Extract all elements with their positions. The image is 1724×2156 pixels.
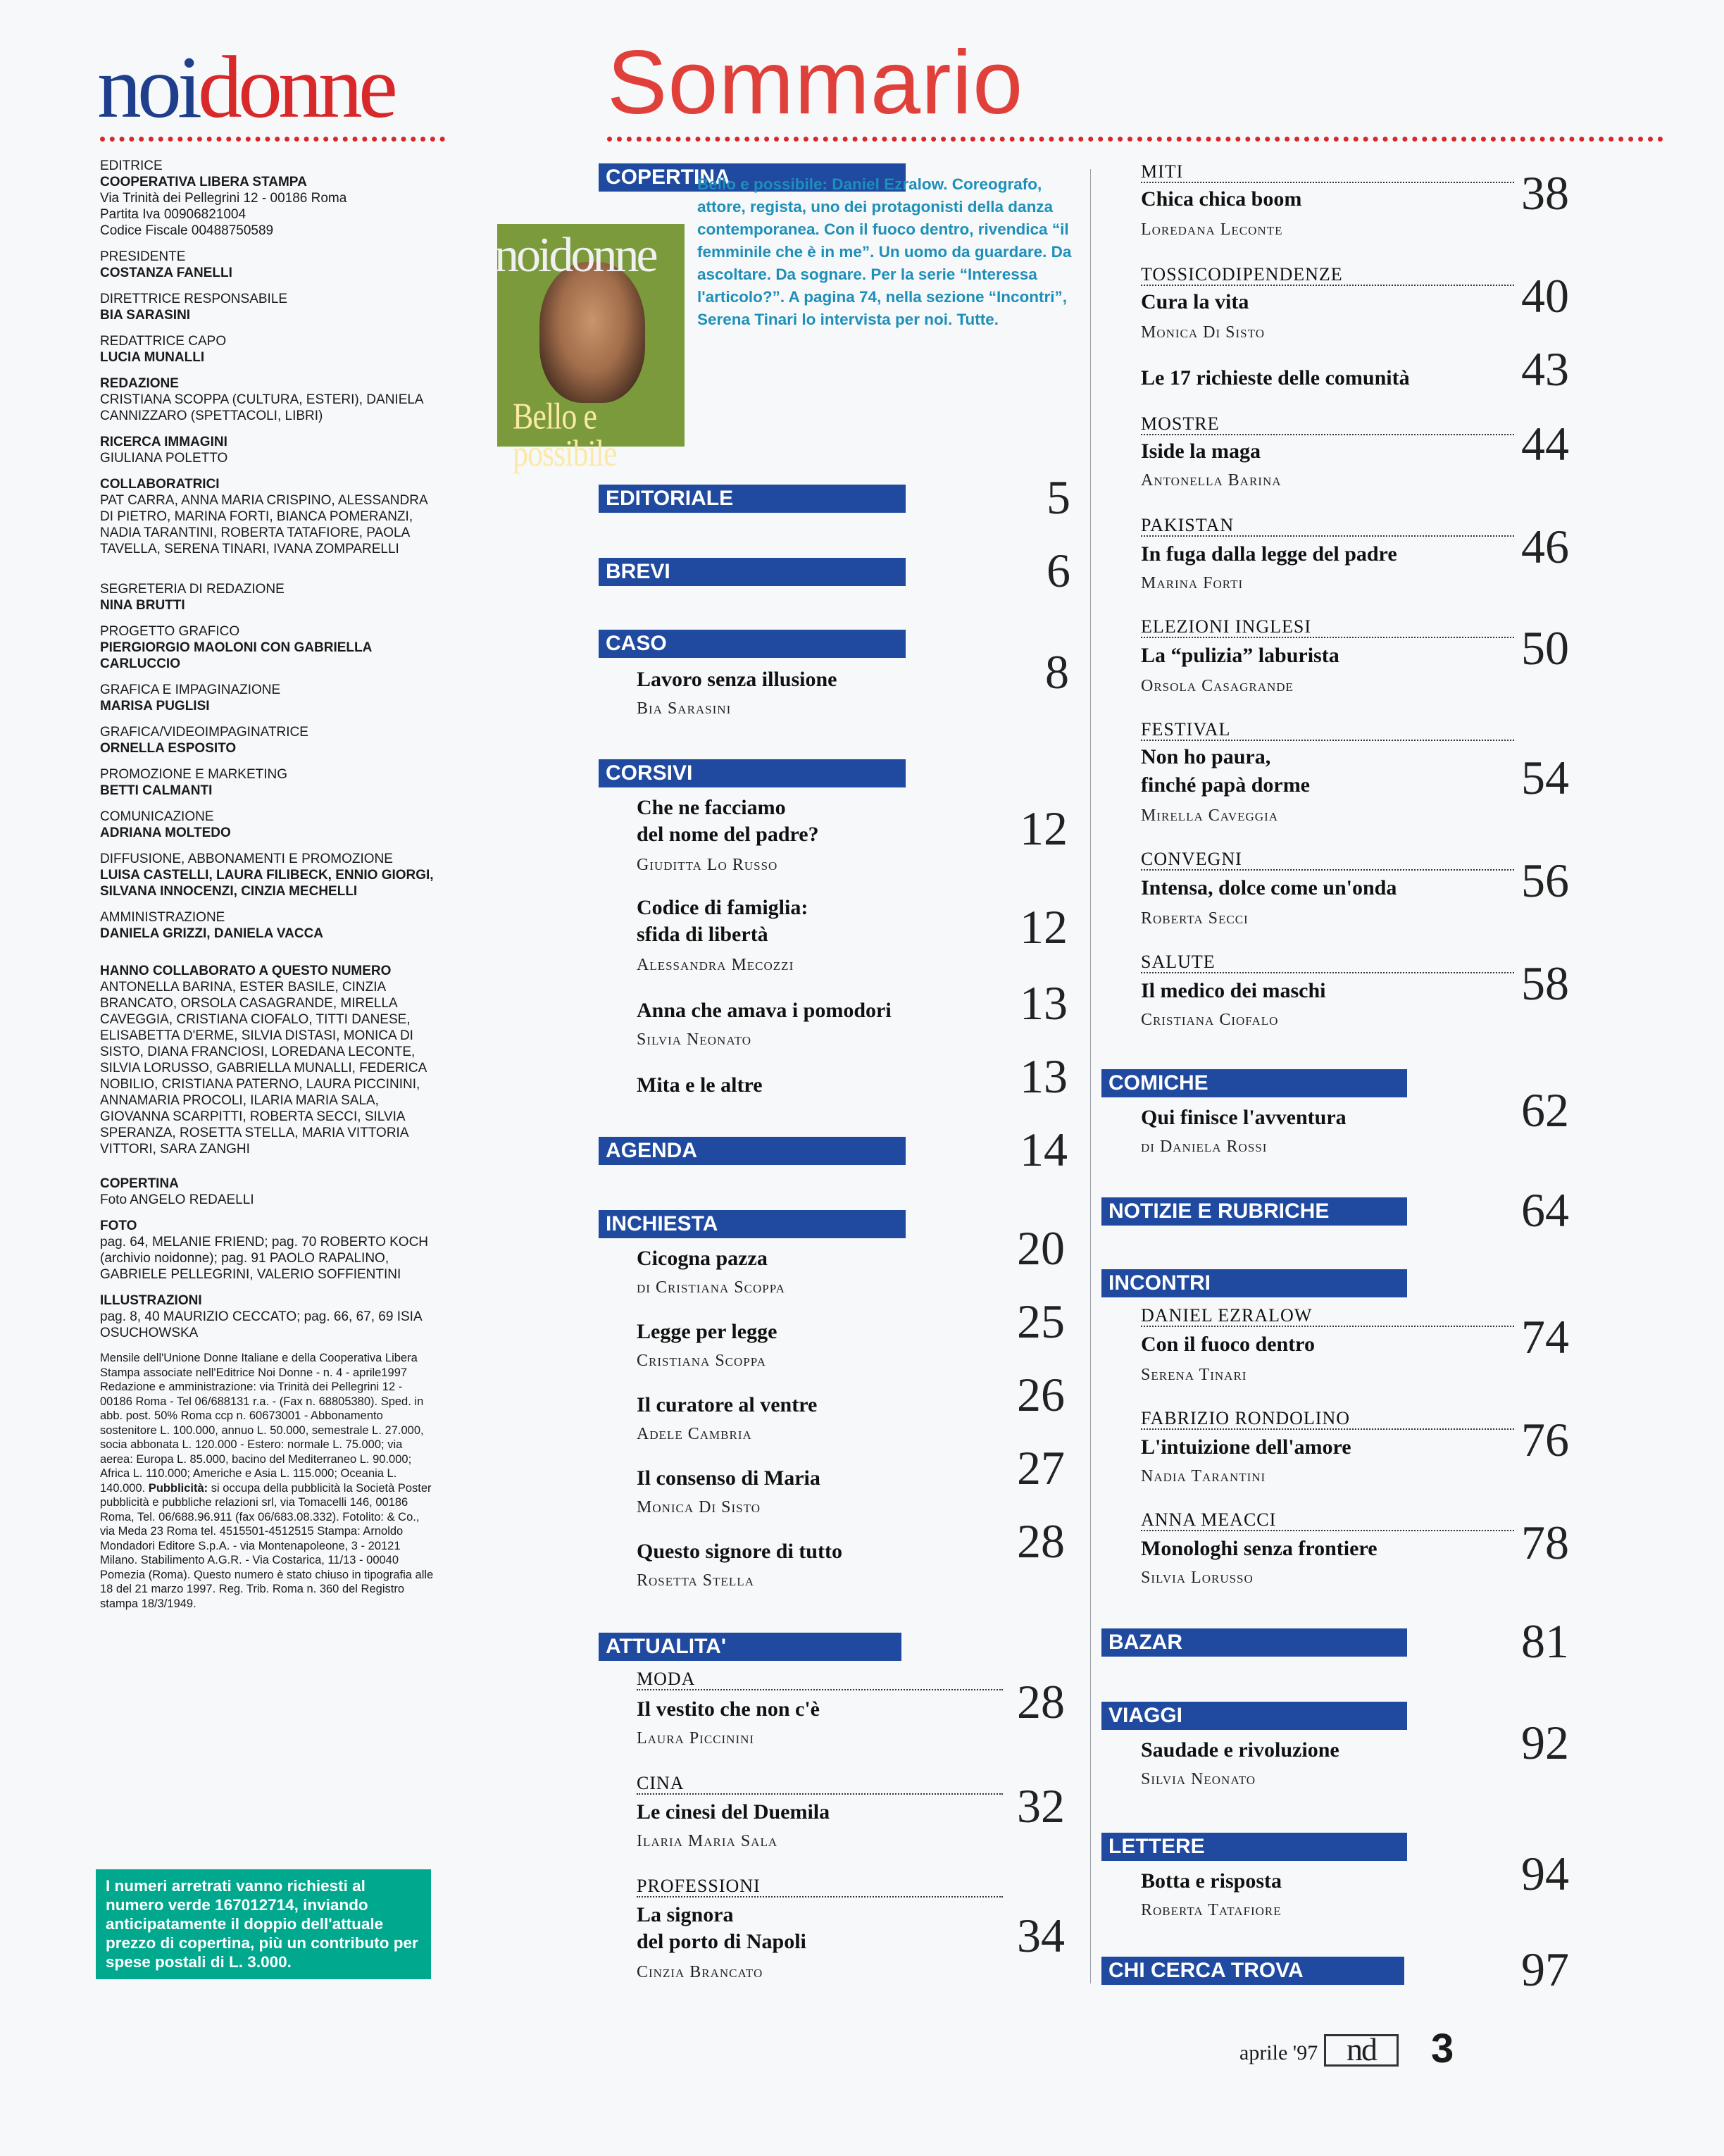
article-author: Nadia Tarantini — [1141, 1467, 1266, 1485]
nd-logo: nd — [1324, 2034, 1399, 2067]
page-number: 74 — [1521, 1310, 1569, 1364]
credit-name: GIULIANA POLETTO — [100, 451, 228, 466]
section-chi-cerca-trova: CHI CERCA TROVA — [1101, 1957, 1404, 1985]
article-title: Questo signore di tutto — [637, 1540, 842, 1563]
masthead-logo — [97, 39, 394, 137]
article-author: Loredana Leconte — [1141, 220, 1283, 239]
article-title: Il consenso di Maria — [637, 1466, 820, 1490]
credit-text: pag. 64, MELANIE FRIEND; pag. 70 ROBERTO KOCH (archivio noidonne); pag. 91 PAOLO RAPALINO, GABRIELE PELLEGRINI, VALERIO SOFFIENTINI — [100, 1235, 429, 1282]
article-title: Con il fuoco dentro — [1141, 1333, 1315, 1356]
legal-body: Mensile dell'Unione Donne Italiane e della Cooperativa Libera Stampa associate nell'Editrice Noi Donne - n. 4 - aprile1997 Redazione e amministrazione: via Trinità dei Pellegrini 12 - 00186 Roma - Tel 06/688131 r.a. - (Fax n. 68805380). Sped. in abb. post. 50% Roma ccp n. 60673001 - Abbonamento sostenitore L. 100.000, annuo L. 50.000, semestrale L. 27.000, socia abbonata L. 120.000 - Estero: normale L. 75.000; via aerea: Europa L. 85.000, bacino del Mediterraneo L. 90.000; Africa L. 110.000; Americhe e Asia L. 115.000; Oceania L. 140.000. — [100, 1352, 424, 1495]
credit-videoimpaginatrice — [100, 724, 437, 756]
article-author: Alessandra Mecozzi — [637, 956, 794, 974]
article-category: CONVEGNI — [1141, 849, 1514, 871]
page-number: 54 — [1521, 751, 1569, 804]
credit-role: GRAFICA E IMPAGINAZIONE — [100, 683, 281, 697]
credit-role: AMMINISTRAZIONE — [100, 910, 225, 925]
article-author: Monica Di Sisto — [1141, 323, 1265, 342]
section-viaggi: VIAGGI — [1101, 1702, 1407, 1730]
article-title: Codice di famiglia: — [637, 896, 808, 919]
article-title: Mita e le altre — [637, 1073, 763, 1097]
credit-name: LUCIA MUNALLI — [100, 350, 205, 365]
article-title-line2: del nome del padre? — [637, 823, 819, 846]
section-caso: CASO — [599, 630, 906, 658]
page-number: 8 — [1045, 645, 1069, 699]
cover-description: Bello e possibile: Daniel Ezralow. Coreografo, attore, regista, uno dei protagonisti della danza contemporanea. Con il fuoco dentro, rivendica “il femminile che è in me”. Un uomo da guardare. Da ascoltare. Da sognare. Per la serie “Interessa l'articolo?”. A pagina 74, nella sezione “Incontri”, Serena Tinari lo intervista per noi. Tutte. — [697, 175, 1072, 328]
page-number: 46 — [1521, 520, 1569, 573]
article-author: Rosetta Stella — [637, 1571, 754, 1590]
page-number: 94 — [1521, 1847, 1569, 1900]
credit-name: CRISTIANA SCOPPA (CULTURA, ESTERI), DANIELA CANNIZZARO (SPETTACOLI, LIBRI) — [100, 392, 423, 423]
section-copertina: COPERTINA — [599, 163, 906, 192]
article-author: Roberta Secci — [1141, 909, 1249, 928]
article-category: DANIEL EZRALOW — [1141, 1306, 1514, 1327]
credit-name: COSTANZA FANELLI — [100, 266, 232, 280]
cover-caption: Bello e possibile — [513, 395, 617, 475]
credit-collaboratrici — [100, 476, 437, 557]
article-category: MOSTRE — [1141, 414, 1514, 435]
page-number: 76 — [1521, 1413, 1569, 1466]
credit-name: ADRIANA MOLTEDO — [100, 825, 231, 840]
legal-pub-body: si occupa della pubblicità la Società Poster pubblicità e pubbliche relazioni srl, via Tomacelli 146, 00186 Roma, Tel. 06/688.96.911 (fax 06/683.08.332). Fotolito: & Co., via Meda 23 Roma tel. 4515501-4512515 Stampa: Arnoldo Mondadori Editore S.p.A. - via Montenapoleone, 3 - 20121 Milano. Stabilimento A.G.R. - Via Costarica, 11/13 - 00040 Pomezia (Roma). Questo numero è stato chiuso in tipografia alle 18 del 21 marzo 1997. Reg. Trib. Roma n. 360 del Registro stampa 18/3/1949. — [100, 1481, 434, 1610]
page-title: Sommario — [607, 32, 1024, 133]
article-author: Bia Sarasini — [637, 699, 732, 718]
credit-role: DIRETTRICE RESPONSABILE — [100, 292, 288, 306]
article-author: Roberta Tatafiore — [1141, 1901, 1282, 1919]
credit-role: SEGRETERIA DI REDAZIONE — [100, 582, 285, 597]
page-number: 26 — [1017, 1368, 1065, 1421]
article-author: Laura Piccinini — [637, 1729, 755, 1747]
page-number: 25 — [1017, 1295, 1065, 1348]
section-agenda: AGENDA — [599, 1137, 906, 1165]
article-title: Botta e risposta — [1141, 1869, 1282, 1893]
cover-thumbnail — [494, 224, 685, 475]
page-number: 56 — [1521, 854, 1569, 907]
article-author: di Cristiana Scoppa — [637, 1278, 785, 1297]
article-author: Orsola Casagrande — [1141, 677, 1294, 695]
page-number: 13 — [1020, 1049, 1068, 1103]
credit-role: DIFFUSIONE, ABBONAMENTI E PROMOZIONE — [100, 852, 393, 866]
article-title: L'intuizione dell'amore — [1141, 1435, 1351, 1459]
title-divider — [607, 137, 1663, 142]
page-number: 34 — [1017, 1909, 1065, 1962]
credit-name: BETTI CALMANTI — [100, 783, 213, 798]
credit-role: PROGETTO GRAFICO — [100, 624, 240, 639]
legal-pub-label: Pubblicità: — [148, 1481, 208, 1495]
page-number: 28 — [1017, 1675, 1065, 1728]
article-category: FABRIZIO RONDOLINO — [1141, 1409, 1514, 1430]
article-title: Cicogna pazza — [637, 1247, 768, 1270]
credit-name: LUISA CASTELLI, LAURA FILIBECK, ENNIO GIORGI, SILVANA INNOCENZI, CINZIA MECHELLI — [100, 868, 434, 899]
article-author: Cristiana Scoppa — [637, 1352, 766, 1370]
article-title: Il curatore al ventre — [637, 1393, 818, 1416]
masthead-divider — [100, 137, 445, 142]
article-title: Il medico dei maschi — [1141, 979, 1326, 1002]
article-title: Legge per legge — [637, 1320, 777, 1343]
page-number: 92 — [1521, 1716, 1569, 1769]
credit-grafica — [100, 682, 437, 714]
article-title: La signora — [637, 1903, 734, 1926]
article-category: ANNA MEACCI — [1141, 1510, 1514, 1531]
section-notizie-rubriche: NOTIZIE E RUBRICHE — [1101, 1197, 1407, 1226]
article-author: Antonella Barina — [1141, 471, 1282, 490]
credit-fiscal-code: Codice Fiscale 00488750589 — [100, 223, 274, 238]
article-author: Silvia Lorusso — [1141, 1569, 1254, 1587]
credit-name: PIERGIORGIO MAOLONI CON GABRIELLA CARLUCCIO — [100, 640, 372, 671]
article-category: FESTIVAL — [1141, 720, 1514, 741]
logo-noi: noi — [97, 39, 199, 137]
article-category: SALUTE — [1141, 952, 1514, 973]
credit-name: ORNELLA ESPOSITO — [100, 741, 237, 756]
article-title: Qui finisce l'avventura — [1141, 1106, 1347, 1129]
legal-text — [100, 1351, 437, 1611]
article-author: Serena Tinari — [1141, 1366, 1247, 1384]
article-author: Cristiana Ciofalo — [1141, 1011, 1279, 1029]
credit-role: COPERTINA — [100, 1176, 179, 1191]
credit-comunicazione — [100, 809, 437, 841]
article-author: Mirella Caveggia — [1141, 806, 1279, 825]
credit-role: ILLUSTRAZIONI — [100, 1293, 202, 1308]
page-number: 38 — [1521, 166, 1569, 220]
page-number: 14 — [1020, 1123, 1068, 1176]
article-title: Chica chica boom — [1141, 187, 1302, 211]
article-author: di Daniela Rossi — [1141, 1138, 1268, 1156]
credit-role: COLLABORATRICI — [100, 477, 220, 492]
page-number: 12 — [1020, 802, 1068, 855]
credit-role: PROMOZIONE E MARKETING — [100, 767, 288, 782]
folio-page-number: 3 — [1431, 2026, 1454, 2071]
page-number: 6 — [1047, 544, 1070, 597]
credit-name: DANIELA GRIZZI, DANIELA VACCA — [100, 926, 324, 941]
credit-amministrazione — [100, 909, 437, 942]
section-comiche: COMICHE — [1101, 1069, 1407, 1097]
credit-role: REDATTRICE CAPO — [100, 334, 227, 349]
section-attualita: ATTUALITA' — [599, 1633, 901, 1661]
article-category: ELEZIONI INGLESI — [1141, 617, 1514, 638]
cover-portrait-image — [539, 262, 645, 403]
credit-presidente — [100, 249, 437, 281]
back-issues-notice: I numeri arretrati vanno richiesti al numero verde 167012714, inviando anticipatamente il doppio dell'attuale prezzo di copertina, più un contributo per spese postali di L. 3.000. — [96, 1869, 431, 1979]
page-number: 20 — [1017, 1221, 1065, 1275]
page-number: 81 — [1521, 1614, 1569, 1668]
article-title-line2: sfida di libertà — [637, 923, 768, 946]
logo-donne: donne — [198, 39, 394, 137]
page-number: 62 — [1521, 1083, 1569, 1137]
article-category: TOSSICODIPENDENZE — [1141, 265, 1514, 286]
credit-promozione — [100, 766, 437, 799]
section-incontri: INCONTRI — [1101, 1269, 1407, 1297]
page-number: 12 — [1020, 900, 1068, 954]
article-title: Le 17 richieste delle comunità — [1141, 366, 1410, 390]
page-number: 58 — [1521, 957, 1569, 1010]
credit-ricerca — [100, 434, 437, 466]
article-author: Cinzia Brancato — [637, 1963, 763, 1981]
article-category: CINA — [637, 1774, 1003, 1795]
article-author: Silvia Neonato — [1141, 1770, 1256, 1788]
article-title: Saudade e rivoluzione — [1141, 1738, 1339, 1762]
cover-logo: noidonne — [494, 228, 656, 282]
section-brevi: BREVI — [599, 558, 906, 586]
article-title: Cura la vita — [1141, 290, 1249, 313]
credit-address: Via Trinità dei Pellegrini 12 - 00186 Roma — [100, 191, 347, 206]
page-number: 40 — [1521, 269, 1569, 323]
credit-diffusione — [100, 851, 437, 899]
issue-date: aprile '97 — [1239, 2041, 1318, 2064]
article-author: Monica Di Sisto — [637, 1498, 761, 1516]
credit-role: HANNO COLLABORATO A QUESTO NUMERO — [100, 964, 392, 978]
credit-name: MARISA PUGLISI — [100, 699, 210, 714]
page-number: 50 — [1521, 621, 1569, 675]
credit-vat: Partita Iva 00906821004 — [100, 207, 246, 222]
article-author: Silvia Neonato — [637, 1030, 752, 1049]
article-title: In fuga dalla legge del padre — [1141, 542, 1397, 566]
article-author: Ilaria Maria Sala — [637, 1832, 778, 1850]
credit-redattrice — [100, 333, 437, 366]
credit-foto — [100, 1218, 437, 1283]
article-title: Le cinesi del Duemila — [637, 1800, 830, 1824]
page-number: 78 — [1521, 1516, 1569, 1569]
article-title: La “pulizia” laburista — [1141, 644, 1339, 667]
credit-name: NINA BRUTTI — [100, 598, 185, 613]
credits-column — [100, 158, 437, 1621]
credit-role: RICERCA IMMAGINI — [100, 435, 227, 449]
credit-editrice — [100, 158, 437, 239]
article-title: Non ho paura, — [1141, 745, 1271, 768]
credit-redazione — [100, 375, 437, 424]
page-number: 32 — [1017, 1779, 1065, 1833]
credit-name: PAT CARRA, ANNA MARIA CRISPINO, ALESSANDRA DI PIETRO, MARINA FORTI, BIANCA POMERANZI, NADIA TARANTINI, ROBERTA TATAFIORE, PAOLA TAVELLA, SERENA TINARI, IVANA ZOMPARELLI — [100, 493, 427, 556]
article-category: PROFESSIONI — [637, 1876, 1003, 1898]
article-author: Marina Forti — [1141, 574, 1244, 592]
credit-text: Foto ANGELO REDAELLI — [100, 1192, 254, 1207]
page-number: 44 — [1521, 417, 1569, 471]
section-bazar: BAZAR — [1101, 1628, 1407, 1657]
page-number: 97 — [1521, 1943, 1569, 1996]
credit-hanno-collaborato — [100, 963, 437, 1157]
page-number: 13 — [1020, 976, 1068, 1030]
section-lettere: LETTERE — [1101, 1833, 1407, 1861]
column-divider — [1090, 169, 1091, 1983]
credit-illustrazioni — [100, 1292, 437, 1341]
article-title: Che ne facciamo — [637, 796, 786, 819]
page-number: 64 — [1521, 1183, 1569, 1237]
credit-role: GRAFICA/VIDEOIMPAGINATRICE — [100, 725, 308, 740]
credit-role: COMUNICAZIONE — [100, 809, 214, 824]
article-title-line2: del porto di Napoli — [637, 1930, 806, 1953]
credit-name: COOPERATIVA LIBERA STAMPA — [100, 175, 307, 189]
section-inchiesta: INCHIESTA — [599, 1210, 906, 1238]
article-title: Monologhi senza frontiere — [1141, 1537, 1378, 1560]
article-title-line2: finché papà dorme — [1141, 773, 1310, 797]
page-number: 28 — [1017, 1514, 1065, 1568]
credit-copertina — [100, 1176, 437, 1208]
article-title: Anna che amava i pomodori — [637, 999, 892, 1022]
page-number: 27 — [1017, 1441, 1065, 1495]
credit-role: REDAZIONE — [100, 376, 179, 391]
credit-role: EDITRICE — [100, 158, 163, 173]
article-author: Adele Cambria — [637, 1425, 752, 1443]
article-category: MODA — [637, 1669, 1003, 1690]
article-author: Giuditta Lo Russo — [637, 856, 778, 874]
article-title: Il vestito che non c'è — [637, 1697, 820, 1721]
article-category: MITI — [1141, 162, 1514, 183]
credit-role: FOTO — [100, 1219, 137, 1233]
credit-direttrice — [100, 291, 437, 323]
page-number: 5 — [1047, 471, 1070, 524]
page-number: 43 — [1521, 342, 1569, 396]
article-category: PAKISTAN — [1141, 516, 1514, 537]
section-editoriale: EDITORIALE — [599, 485, 906, 513]
credit-name: ANTONELLA BARINA, ESTER BASILE, CINZIA BRANCATO, ORSOLA CASAGRANDE, MIRELLA CAVEGGIA, CRISTIANA CIOFALO, TITTI DANESE, ELISABETTA D'ERME, SILVIA DISTASI, MONICA DI SISTO, DIANA FRANCIOSI, LOREDANA LECONTE, SILVIA LORUSSO, GABRIELLA MUNALLI, FEDERICA NOBILIO, CRISTIANA PATERNO, LAURA PICCININI, ANNAMARIA PROCOLI, ILARIA MARIA SALA, GIOVANNA SCARPITTI, ROBERTA SECCI, SILVIA SPERANZA, ROSETTA STELLA, MARIA VITTORIA VITTORI, SARA ZANGHI — [100, 980, 427, 1157]
section-corsivi: CORSIVI — [599, 759, 906, 787]
credit-progetto — [100, 623, 437, 672]
credit-role: PRESIDENTE — [100, 249, 186, 264]
article-title: Lavoro senza illusione — [637, 668, 837, 691]
article-title: Iside la maga — [1141, 440, 1261, 463]
article-title: Intensa, dolce come un'onda — [1141, 876, 1397, 899]
credit-name: BIA SARASINI — [100, 308, 191, 323]
credit-segreteria — [100, 581, 437, 613]
credit-text: pag. 8, 40 MAURIZIO CECCATO; pag. 66, 67, 69 ISIA OSUCHOWSKA — [100, 1309, 422, 1340]
